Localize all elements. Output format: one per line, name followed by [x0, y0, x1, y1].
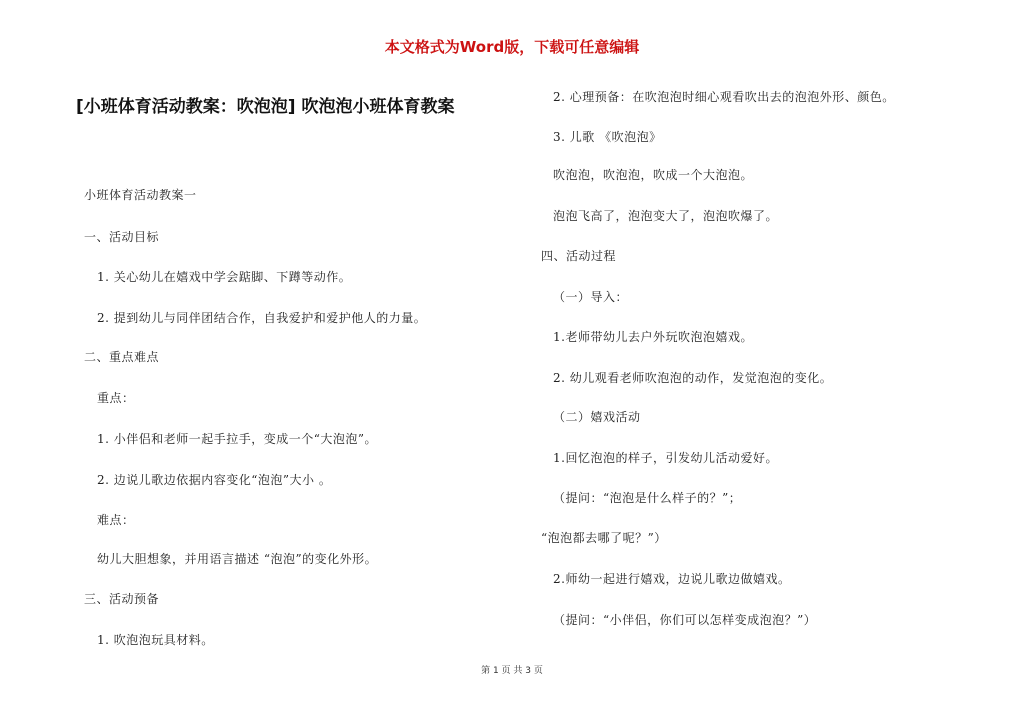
key-point-item-2: 2. 边说儿歌边依据内容变化“泡泡”大小 。 [97, 473, 332, 487]
preparation-item-1: 1. 吹泡泡玩具材料。 [97, 633, 214, 647]
section-heading-process: 四、活动过程 [541, 249, 617, 263]
section-heading-preparation: 三、活动预备 [84, 592, 160, 606]
intro-item-2: 2. 幼儿观看老师吹泡泡的动作，发觉泡泡的变化。 [553, 371, 833, 385]
document-title: [小班体育活动教案：吹泡泡] 吹泡泡小班体育教案 [76, 97, 455, 117]
section-heading-key-points: 二、重点难点 [84, 350, 160, 364]
intro-item-1: 1.老师带幼儿去户外玩吹泡泡嬉戏。 [553, 330, 753, 344]
game-question-1: （提问：“泡泡是什么样子的？”； [553, 491, 742, 505]
subsection-game: （二）嬉戏活动 [553, 410, 641, 424]
section-heading-plan-one: 小班体育活动教案一 [84, 188, 197, 202]
game-question-2: （提问：“小伴侣，你们可以怎样变成泡泡？”） [553, 613, 817, 627]
key-point-label: 重点： [97, 391, 135, 405]
game-item-1: 1.回忆泡泡的样子，引发幼儿活动爱好。 [553, 451, 778, 465]
page-number-footer: 第 1 页 共 3 页 [481, 666, 543, 676]
game-question-1-cont: “泡泡都去哪了呢？”） [541, 531, 667, 545]
section-heading-goals: 一、活动目标 [84, 230, 160, 244]
preparation-item-2: 2. 心理预备：在吹泡泡时细心观看吹出去的泡泡外形、颜色。 [553, 90, 895, 104]
word-format-banner: 本文格式为Word版，下载可任意编辑 [384, 38, 640, 56]
goal-item-2: 2. 提到幼儿与同伴团结合作，自我爱护和爱护他人的力量。 [97, 311, 427, 325]
preparation-item-3: 3. 儿歌 《吹泡泡》 [553, 130, 662, 144]
rhyme-line-2: 泡泡飞高了，泡泡变大了，泡泡吹爆了。 [553, 209, 779, 223]
subsection-intro: （一）导入： [553, 290, 629, 304]
goal-item-1: 1. 关心幼儿在嬉戏中学会踮脚、下蹲等动作。 [97, 270, 352, 284]
rhyme-line-1: 吹泡泡，吹泡泡，吹成一个大泡泡。 [553, 168, 754, 182]
difficulty-text: 幼儿大胆想象，并用语言描述 “泡泡”的变化外形。 [97, 552, 378, 566]
difficulty-label: 难点： [97, 513, 135, 527]
game-item-2: 2.师幼一起进行嬉戏，边说儿歌边做嬉戏。 [553, 572, 791, 586]
key-point-item-1: 1. 小伴侣和老师一起手拉手，变成一个“大泡泡”。 [97, 432, 378, 446]
